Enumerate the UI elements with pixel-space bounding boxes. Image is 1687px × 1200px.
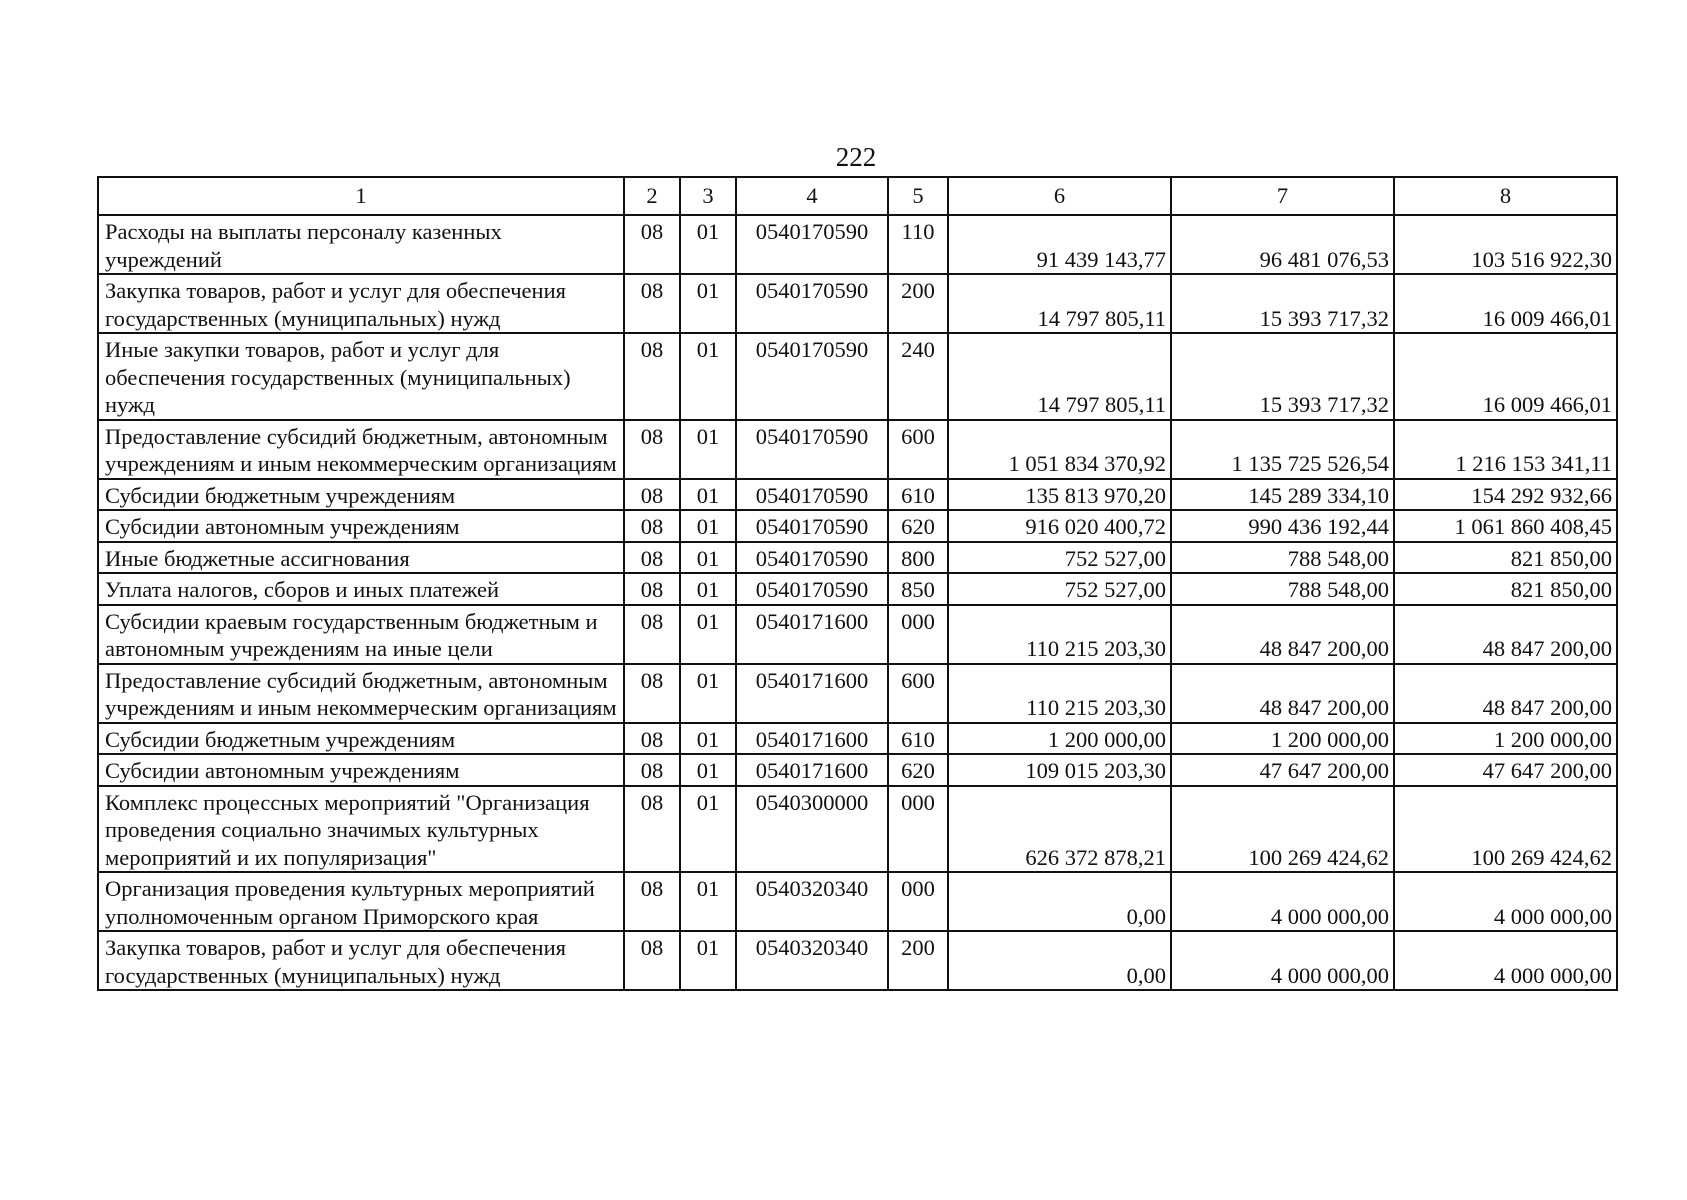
row-amount-col-8: 154 292 932,66 — [1394, 479, 1617, 511]
row-subsection-code: 01 — [680, 664, 736, 723]
row-section-code: 08 — [624, 333, 680, 420]
row-description: Субсидии автономным учреждениям — [98, 510, 624, 542]
row-amount-col-7: 96 481 076,53 — [1171, 215, 1394, 274]
row-amount-col-7: 15 393 717,32 — [1171, 333, 1394, 420]
row-subsection-code: 01 — [680, 215, 736, 274]
row-amount-col-6: 91 439 143,77 — [948, 215, 1171, 274]
row-subsection-code: 01 — [680, 573, 736, 605]
row-amount-col-6: 1 200 000,00 — [948, 723, 1171, 755]
row-description: Иные бюджетные ассигнования — [98, 542, 624, 574]
row-amount-col-7: 990 436 192,44 — [1171, 510, 1394, 542]
row-expense-type-code: 610 — [888, 479, 948, 511]
row-section-code: 08 — [624, 479, 680, 511]
row-expense-type-code: 850 — [888, 573, 948, 605]
row-amount-col-6: 0,00 — [948, 872, 1171, 931]
row-target-article-code: 0540170590 — [736, 542, 888, 574]
row-amount-col-8: 100 269 424,62 — [1394, 786, 1617, 873]
row-amount-col-8: 4 000 000,00 — [1394, 931, 1617, 990]
row-description: Предоставление субсидий бюджетным, автономным учреждениям и иным некоммерческим организациям — [98, 420, 624, 479]
row-subsection-code: 01 — [680, 931, 736, 990]
header-col-2: 2 — [624, 177, 680, 215]
table-row — [98, 723, 1617, 755]
row-target-article-code: 0540170590 — [736, 573, 888, 605]
row-expense-type-code: 600 — [888, 664, 948, 723]
row-subsection-code: 01 — [680, 754, 736, 786]
row-section-code: 08 — [624, 754, 680, 786]
row-target-article-code: 0540171600 — [736, 723, 888, 755]
row-amount-col-6: 135 813 970,20 — [948, 479, 1171, 511]
header-col-5: 5 — [888, 177, 948, 215]
row-expense-type-code: 200 — [888, 274, 948, 333]
row-amount-col-7: 47 647 200,00 — [1171, 754, 1394, 786]
table-row — [98, 754, 1617, 786]
row-target-article-code: 0540170590 — [736, 274, 888, 333]
row-target-article-code: 0540170590 — [736, 333, 888, 420]
row-expense-type-code: 800 — [888, 542, 948, 574]
row-amount-col-7: 1 200 000,00 — [1171, 723, 1394, 755]
row-amount-col-7: 100 269 424,62 — [1171, 786, 1394, 873]
row-target-article-code: 0540170590 — [736, 479, 888, 511]
row-subsection-code: 01 — [680, 786, 736, 873]
table-row — [98, 542, 1617, 574]
row-amount-col-6: 14 797 805,11 — [948, 274, 1171, 333]
row-amount-col-6: 110 215 203,30 — [948, 664, 1171, 723]
row-amount-col-6: 14 797 805,11 — [948, 333, 1171, 420]
row-target-article-code: 0540171600 — [736, 754, 888, 786]
budget-table — [97, 176, 1618, 991]
row-subsection-code: 01 — [680, 542, 736, 574]
row-description: Предоставление субсидий бюджетным, автономным учреждениям и иным некоммерческим организациям — [98, 664, 624, 723]
table-row — [98, 931, 1617, 990]
row-amount-col-7: 48 847 200,00 — [1171, 605, 1394, 664]
row-section-code: 08 — [624, 931, 680, 990]
row-expense-type-code: 110 — [888, 215, 948, 274]
row-expense-type-code: 240 — [888, 333, 948, 420]
row-amount-col-8: 1 200 000,00 — [1394, 723, 1617, 755]
row-expense-type-code: 610 — [888, 723, 948, 755]
row-target-article-code: 0540171600 — [736, 605, 888, 664]
row-amount-col-6: 626 372 878,21 — [948, 786, 1171, 873]
row-amount-col-7: 145 289 334,10 — [1171, 479, 1394, 511]
row-target-article-code: 0540171600 — [736, 664, 888, 723]
row-expense-type-code: 000 — [888, 786, 948, 873]
row-target-article-code: 0540300000 — [736, 786, 888, 873]
row-section-code: 08 — [624, 573, 680, 605]
row-amount-col-8: 821 850,00 — [1394, 573, 1617, 605]
row-amount-col-8: 16 009 466,01 — [1394, 274, 1617, 333]
row-description: Организация проведения культурных мероприятий уполномоченным органом Приморского края — [98, 872, 624, 931]
row-amount-col-6: 110 215 203,30 — [948, 605, 1171, 664]
header-col-3: 3 — [680, 177, 736, 215]
header-col-4: 4 — [736, 177, 888, 215]
row-description: Уплата налогов, сборов и иных платежей — [98, 573, 624, 605]
row-amount-col-6: 916 020 400,72 — [948, 510, 1171, 542]
page-number: 222 — [835, 142, 877, 172]
row-amount-col-8: 48 847 200,00 — [1394, 605, 1617, 664]
row-amount-col-8: 4 000 000,00 — [1394, 872, 1617, 931]
row-target-article-code: 0540320340 — [736, 872, 888, 931]
table-body — [98, 215, 1617, 990]
row-amount-col-7: 788 548,00 — [1171, 542, 1394, 574]
row-amount-col-6: 109 015 203,30 — [948, 754, 1171, 786]
row-amount-col-6: 752 527,00 — [948, 573, 1171, 605]
row-target-article-code: 0540170590 — [736, 420, 888, 479]
row-section-code: 08 — [624, 215, 680, 274]
table-row — [98, 510, 1617, 542]
row-description: Иные закупки товаров, работ и услуг для обеспечения государственных (муниципальных) нужд — [98, 333, 624, 420]
row-description: Закупка товаров, работ и услуг для обеспечения государственных (муниципальных) нужд — [98, 274, 624, 333]
row-amount-col-6: 0,00 — [948, 931, 1171, 990]
table-row — [98, 786, 1617, 873]
table-row — [98, 479, 1617, 511]
row-section-code: 08 — [624, 420, 680, 479]
row-description: Субсидии бюджетным учреждениям — [98, 479, 624, 511]
table-row — [98, 420, 1617, 479]
row-amount-col-7: 1 135 725 526,54 — [1171, 420, 1394, 479]
row-section-code: 08 — [624, 786, 680, 873]
row-expense-type-code: 600 — [888, 420, 948, 479]
row-expense-type-code: 200 — [888, 931, 948, 990]
row-subsection-code: 01 — [680, 479, 736, 511]
row-subsection-code: 01 — [680, 274, 736, 333]
row-amount-col-6: 1 051 834 370,92 — [948, 420, 1171, 479]
row-amount-col-7: 48 847 200,00 — [1171, 664, 1394, 723]
table-header — [98, 177, 1617, 215]
row-amount-col-7: 15 393 717,32 — [1171, 274, 1394, 333]
row-description: Субсидии бюджетным учреждениям — [98, 723, 624, 755]
row-target-article-code: 0540320340 — [736, 931, 888, 990]
row-amount-col-7: 4 000 000,00 — [1171, 931, 1394, 990]
row-amount-col-6: 752 527,00 — [948, 542, 1171, 574]
table-row — [98, 664, 1617, 723]
row-amount-col-8: 103 516 922,30 — [1394, 215, 1617, 274]
table-row — [98, 573, 1617, 605]
row-target-article-code: 0540170590 — [736, 510, 888, 542]
row-subsection-code: 01 — [680, 872, 736, 931]
row-subsection-code: 01 — [680, 333, 736, 420]
row-description: Комплекс процессных мероприятий "Организация проведения социально значимых культурных мероприятий и их популяризация" — [98, 786, 624, 873]
row-subsection-code: 01 — [680, 723, 736, 755]
row-amount-col-7: 4 000 000,00 — [1171, 872, 1394, 931]
table-row — [98, 333, 1617, 420]
row-section-code: 08 — [624, 664, 680, 723]
row-amount-col-8: 48 847 200,00 — [1394, 664, 1617, 723]
table-row — [98, 215, 1617, 274]
row-subsection-code: 01 — [680, 510, 736, 542]
row-section-code: 08 — [624, 872, 680, 931]
row-amount-col-8: 16 009 466,01 — [1394, 333, 1617, 420]
table-row — [98, 274, 1617, 333]
row-description: Субсидии автономным учреждениям — [98, 754, 624, 786]
row-subsection-code: 01 — [680, 605, 736, 664]
row-amount-col-8: 1 061 860 408,45 — [1394, 510, 1617, 542]
row-subsection-code: 01 — [680, 420, 736, 479]
header-col-6: 6 — [948, 177, 1171, 215]
table-row — [98, 605, 1617, 664]
row-section-code: 08 — [624, 605, 680, 664]
table-row — [98, 872, 1617, 931]
row-expense-type-code: 620 — [888, 510, 948, 542]
row-section-code: 08 — [624, 274, 680, 333]
header-row — [98, 177, 1617, 215]
row-section-code: 08 — [624, 510, 680, 542]
row-expense-type-code: 000 — [888, 605, 948, 664]
header-col-1: 1 — [98, 177, 624, 215]
header-col-7: 7 — [1171, 177, 1394, 215]
row-section-code: 08 — [624, 723, 680, 755]
row-amount-col-8: 1 216 153 341,11 — [1394, 420, 1617, 479]
header-col-8: 8 — [1394, 177, 1617, 215]
row-target-article-code: 0540170590 — [736, 215, 888, 274]
row-description: Субсидии краевым государственным бюджетным и автономным учреждениям на иные цели — [98, 605, 624, 664]
row-amount-col-8: 821 850,00 — [1394, 542, 1617, 574]
row-expense-type-code: 620 — [888, 754, 948, 786]
row-description: Закупка товаров, работ и услуг для обеспечения государственных (муниципальных) нужд — [98, 931, 624, 990]
row-expense-type-code: 000 — [888, 872, 948, 931]
row-amount-col-7: 788 548,00 — [1171, 573, 1394, 605]
row-description: Расходы на выплаты персоналу казенных учреждений — [98, 215, 624, 274]
row-section-code: 08 — [624, 542, 680, 574]
row-amount-col-8: 47 647 200,00 — [1394, 754, 1617, 786]
